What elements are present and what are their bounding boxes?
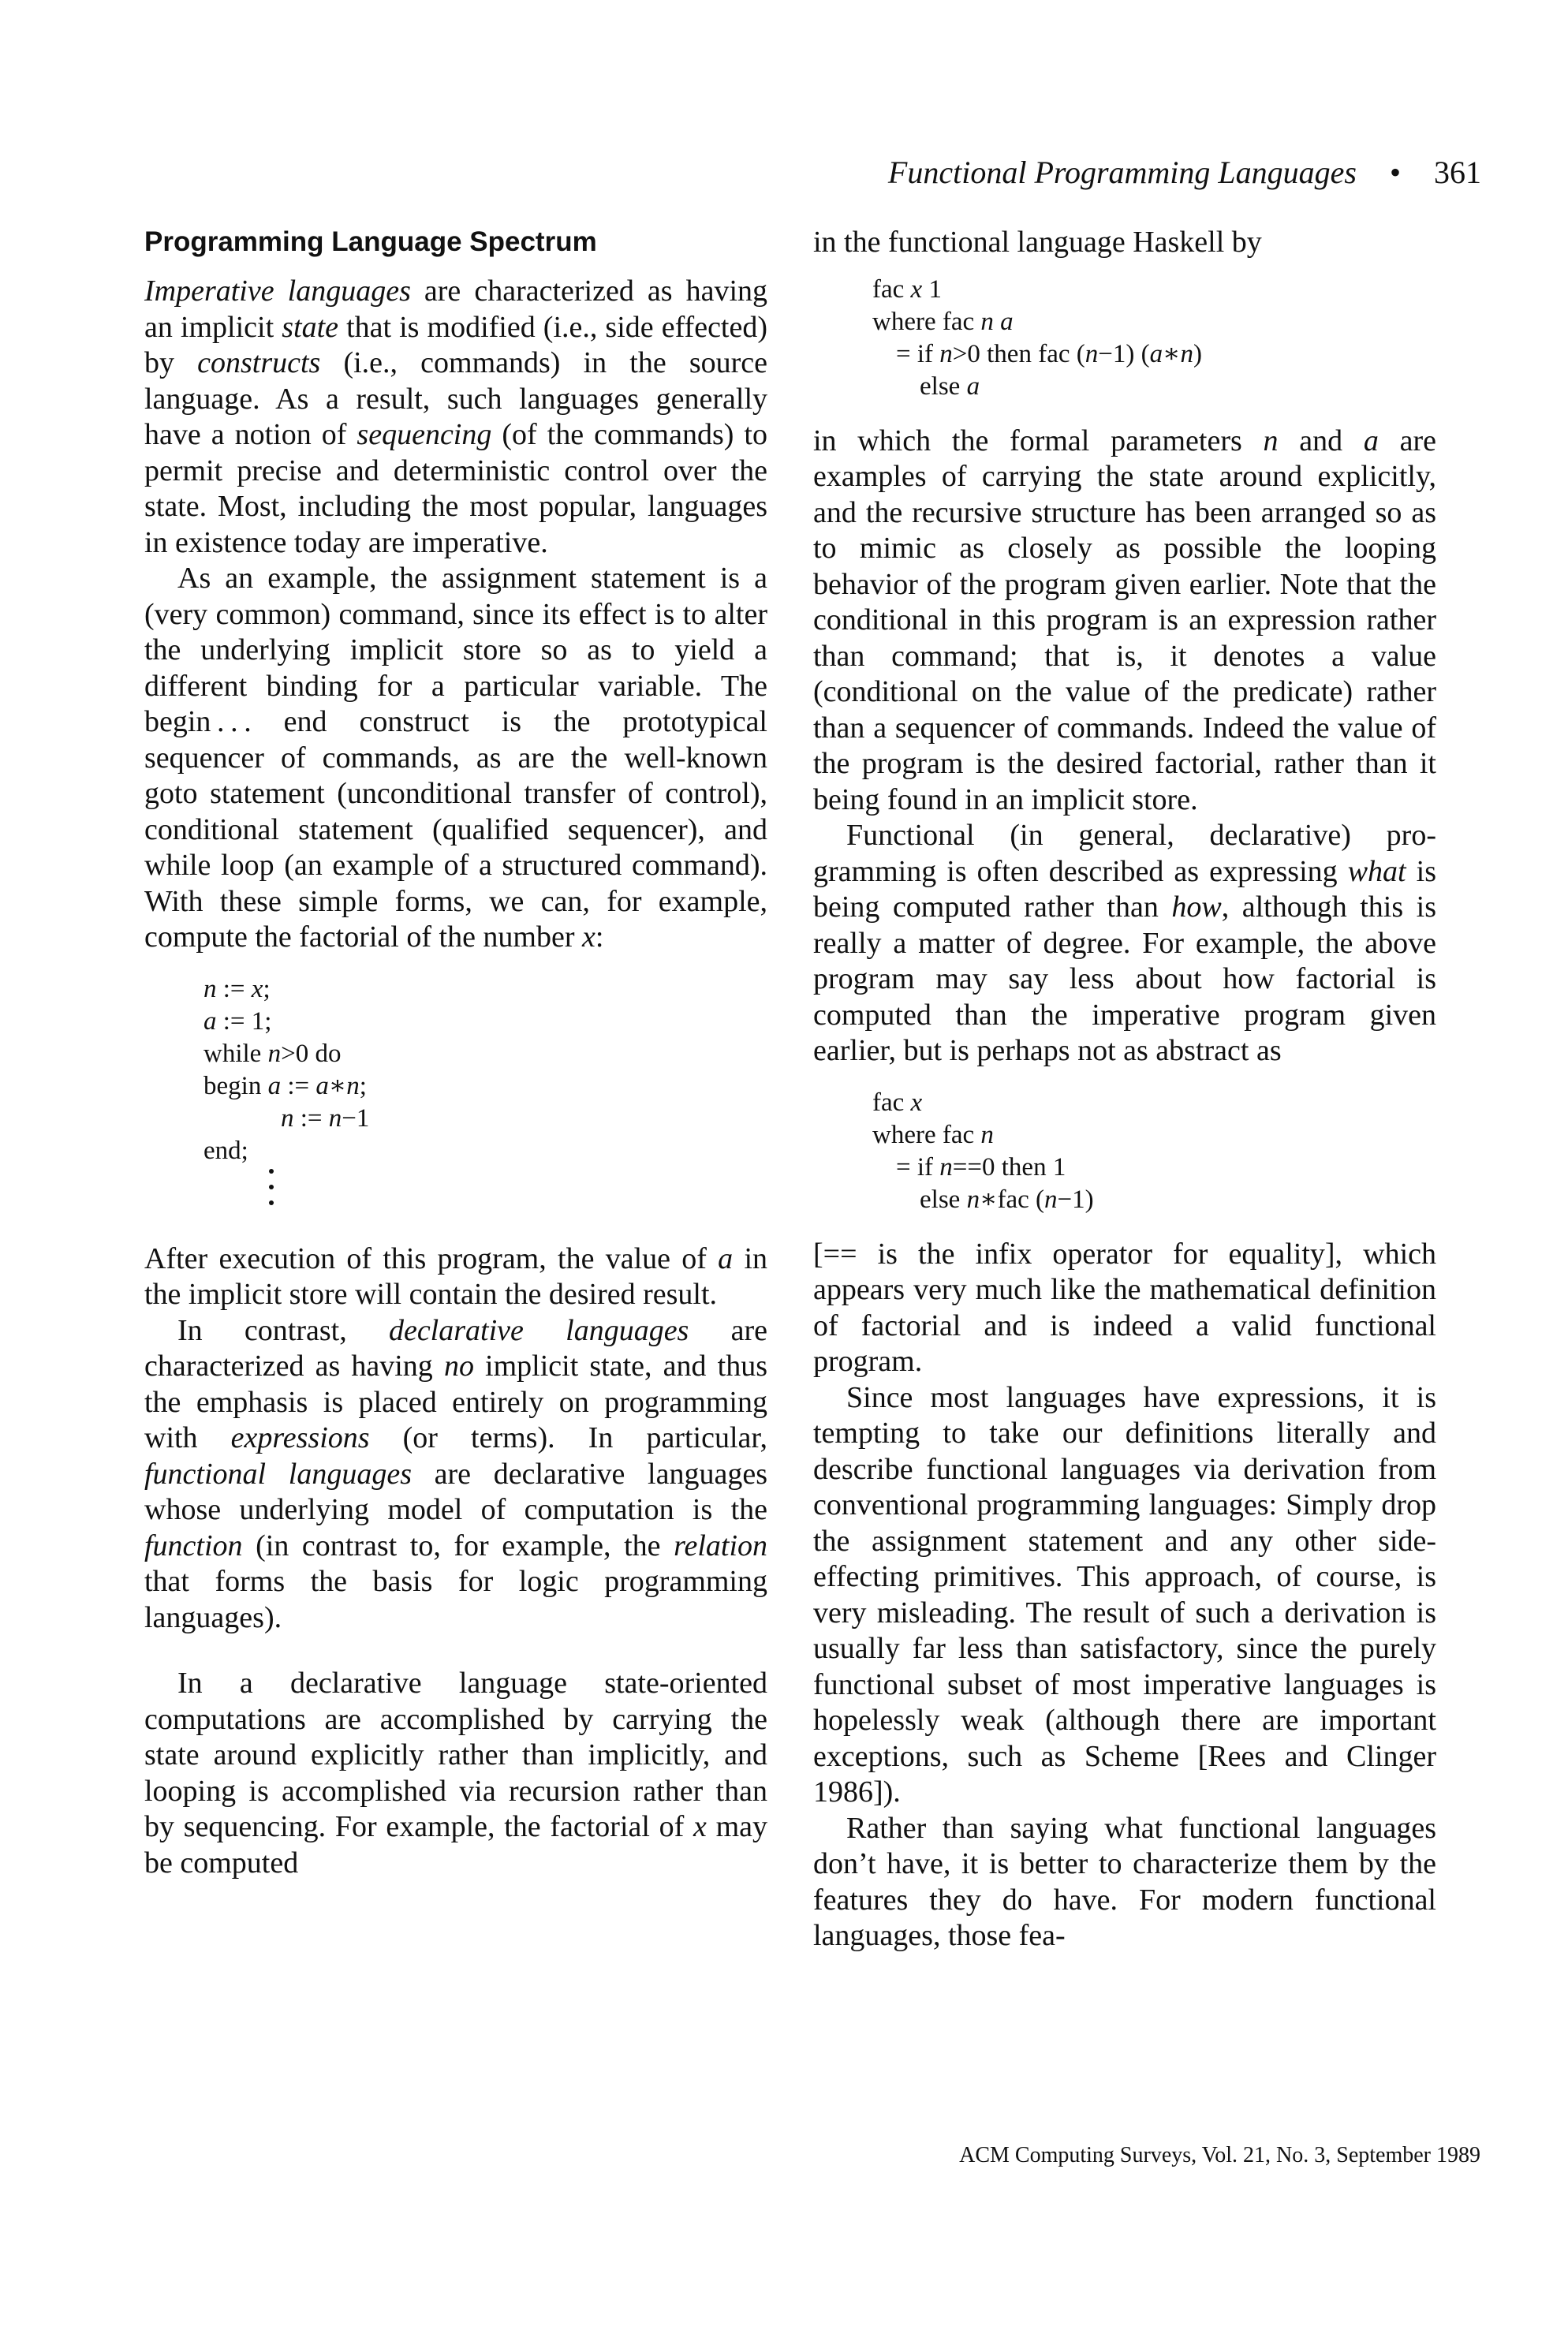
paragraph-declarative: In contrast, declarative languages are characterized as having no implicit state, and thus the emphasis is placed entirely on programming with expressions (or terms). In particular, functional languages are declarative languages whose underlying model of computation is the function (in contrast to, for example, the relation that forms the basis for logic programming languages).	[144, 1313, 767, 1634]
code-line: where fac n a	[872, 307, 1014, 336]
code-line: else n∗fac (n−1)	[920, 1185, 1094, 1214]
code-line: end;	[203, 1136, 248, 1165]
paragraph-what-vs-how: Functional (in general, declarative) programming is often described as expressing what is being computed rather than how, although this is really a matter of degree. For example, the above program may say less about how factorial is computed than the imperative program given earlier, but is perhaps not as abstract as	[813, 819, 1436, 1067]
code-line: fac x 1	[872, 274, 942, 304]
journal-footer: ACM Computing Surveys, Vol. 21, No. 3, September 1989	[959, 2143, 1480, 2167]
section-heading: Programming Language Spectrum	[144, 226, 597, 257]
paragraph-infix-operator: [== is the infix operator for equality], which appears very much like the mathematical definition of factorial and is indeed a valid functional program.	[813, 1237, 1436, 1378]
code-line: a := 1;	[203, 1006, 272, 1036]
code-line: n := n−1	[281, 1103, 370, 1133]
paragraph-haskell-intro: in the functional language Haskell by	[813, 226, 1262, 259]
code-line: = if n>0 then fac (n−1) (a∗n)	[896, 339, 1203, 368]
page-number: 361	[1434, 155, 1481, 190]
code-line: while n>0 do	[203, 1039, 342, 1068]
paragraph-formal-parameters: in which the formal parameters n and a are examples of carrying the state around explicitly, and the recursive structure has been arranged so as to mimic as closely as possible the looping behavior of the program given earlier. Note that the conditional in this program is an expression rather than command; that is, it denotes a value (conditional on the value of the predicate) rather than a sequencer of commands. Indeed the value of the program is the desired factorial, rather than it being found in an implicit store.	[813, 424, 1436, 816]
right-column	[813, 225, 1436, 1954]
code-line: where fac n	[872, 1120, 994, 1149]
imperative-code-block	[144, 973, 767, 1221]
code-line: else a	[920, 371, 980, 401]
paragraph-assignment-example: As an example, the assignment statement is a (very common) command, since its effect is to alter the underlying implicit store so as to yield a different binding for a particular variable. The begin . . . end construct is the prototypical sequencer of commands, as are the well-known goto statement (unconditional transfer of control), conditional statement (qualified sequencer), and while loop (an example of a structured command). With these simple forms, we can, for example, compute the factorial of the number x:	[144, 562, 767, 954]
haskell-code-block-1	[813, 274, 1436, 403]
paragraph-state-oriented: In a declarative language state-oriented computations are accomplished by carrying the state around explicitly rather than implicitly, and looping is accomplished via recursion rather than by sequencing. For example, the factorial of x may be computed	[144, 1667, 767, 1880]
paragraph-features: Rather than saying what functional languages don’t have, it is better to characterize them by the features they do have. For modern functional languages, those fea-	[813, 1811, 1436, 1952]
paragraph-imperative: Imperative languages are characterized as having an implicit state that is modified (i.e., side effected) by constructs (i.e., commands) in the source language. As a result, such languages generally have a notion of sequencing (of the commands) to permit precise and deterministic control over the state. Most, including the most popular, languages in existence today are imperative.	[144, 274, 768, 559]
code-line: n := x;	[203, 974, 271, 1003]
running-head	[888, 154, 1481, 192]
haskell-code-block-2	[813, 1087, 1436, 1216]
paragraph-expressions: Since most languages have expressions, it is tempting to take our definitions literally and describe functional languages via derivation from conventional programming languages: Simply drop the assignment statement and any other side-effecting primitives. This approach, of course, is very misleading. The result of such a derivation is usually far less than satisfactory, since the purely functional subset of most imperative languages is hopelessly weak (although there are important exceptions, such as Scheme [Rees and Clinger 1986]).	[813, 1380, 1436, 1809]
left-column	[144, 225, 767, 1881]
bullet-separator: •	[1389, 155, 1401, 190]
vertical-ellipsis	[269, 1169, 277, 1221]
running-title: Functional Programming Languages	[887, 155, 1357, 190]
paragraph-after-execution: After execution of this program, the value of a in the implicit store will contain the desired result.	[144, 1241, 767, 1311]
code-line: = if n==0 then 1	[896, 1152, 1066, 1182]
code-line: fac x	[872, 1088, 923, 1117]
code-line: begin a := a∗n;	[203, 1071, 367, 1100]
